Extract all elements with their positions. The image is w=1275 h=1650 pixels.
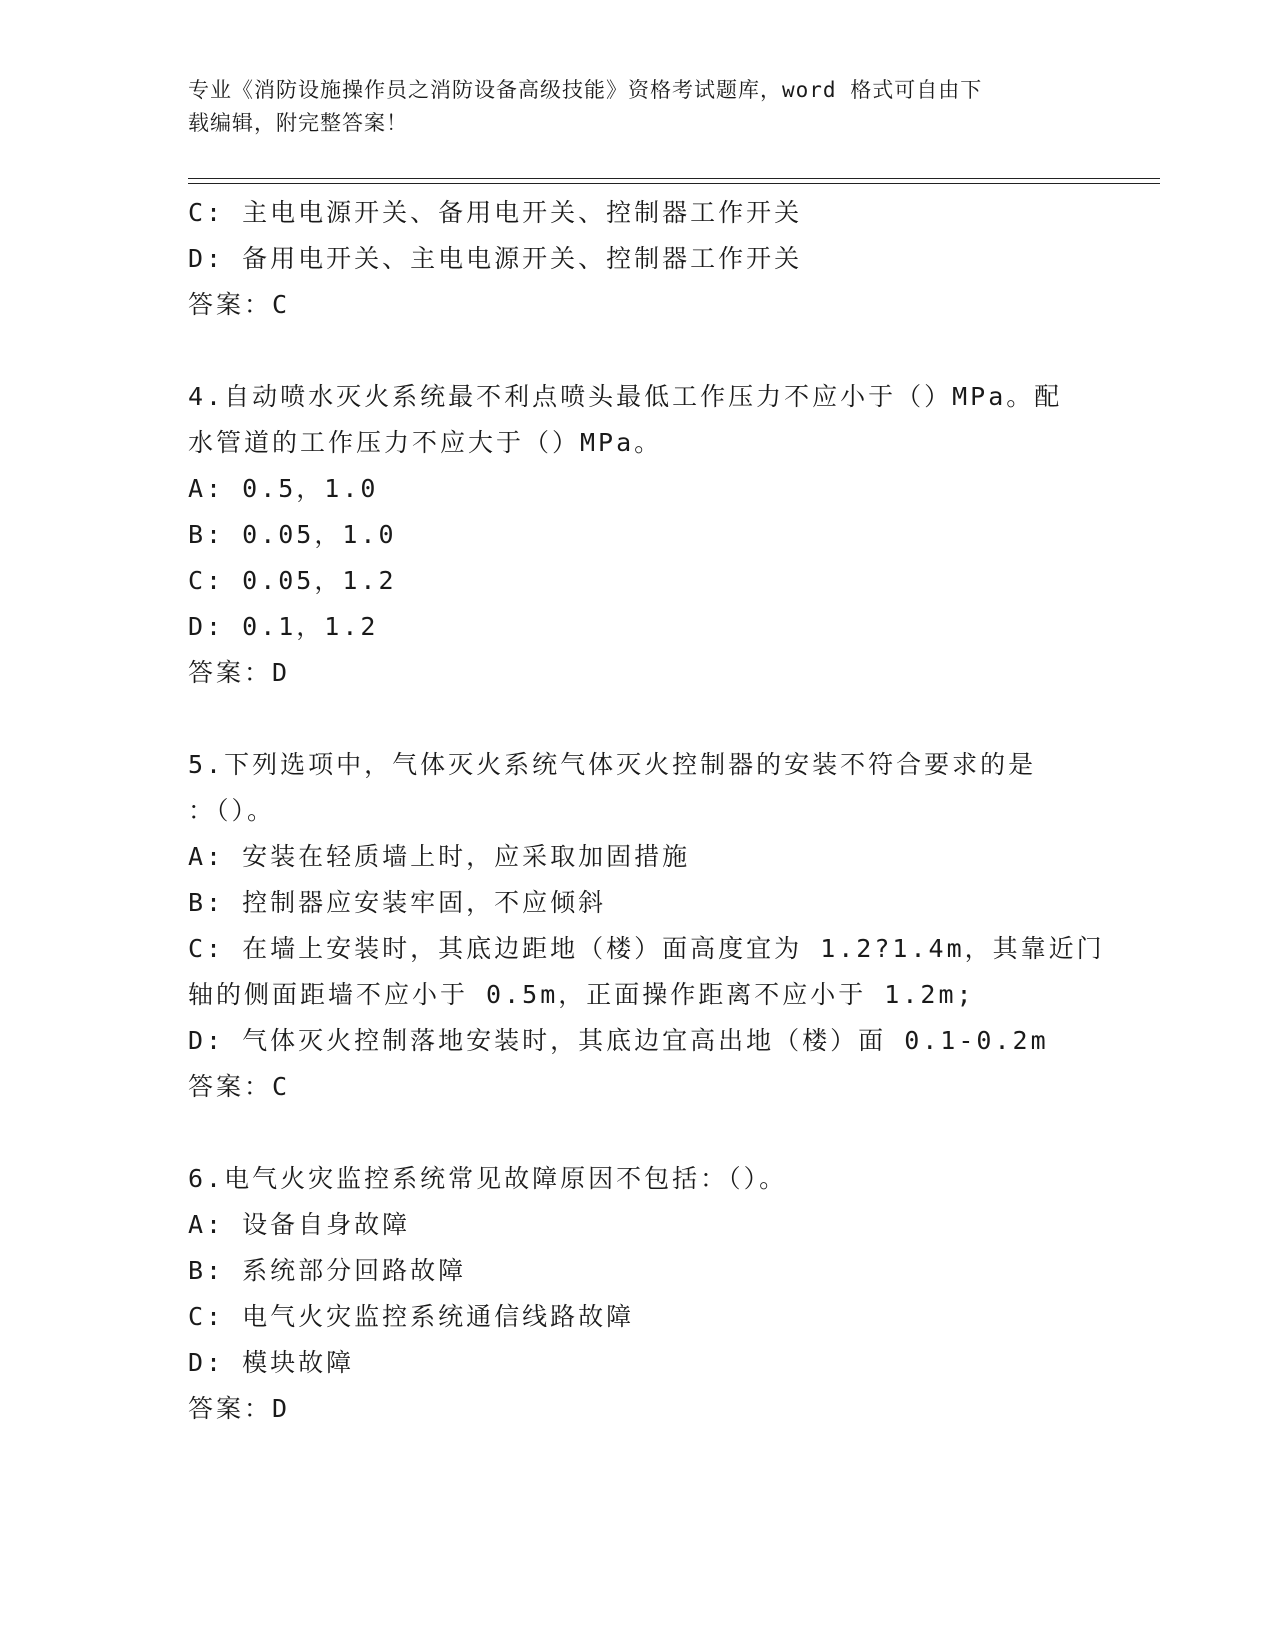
option-a: A: 0.5，1.0 <box>188 474 379 503</box>
question-3 <box>188 190 1088 328</box>
option-b: B: 0.05，1.0 <box>188 520 397 549</box>
spacer <box>188 328 1088 374</box>
option-c: C: 电气火灾监控系统通信线路故障 <box>188 1302 635 1331</box>
question-stem: 4.自动喷水灭火系统最不利点喷头最低工作压力不应小于（）MPa。配 <box>188 382 1063 411</box>
question-stem-continued: 水管道的工作压力不应大于（）MPa。 <box>188 428 663 457</box>
answer: 答案：C <box>188 290 291 319</box>
question-stem: 6.电气火灾监控系统常见故障原因不包括：（）。 <box>188 1164 788 1193</box>
document-header <box>188 74 1088 140</box>
option-d: D: 模块故障 <box>188 1348 355 1377</box>
option-d: D: 0.1，1.2 <box>188 612 379 641</box>
question-6 <box>188 1156 1088 1432</box>
option-d: D: 气体灭火控制落地安装时，其底边宜高出地（楼）面 0.1-0.2m <box>188 1026 1049 1055</box>
spacer <box>188 1110 1088 1156</box>
question-stem-continued: ：（）。 <box>188 796 276 825</box>
header-line-1: 专业《消防设施操作员之消防设备高级技能》资格考试题库，word 格式可自由下 <box>188 78 983 102</box>
option-c: C: 0.05，1.2 <box>188 566 397 595</box>
option-c: C: 主电电源开关、备用电开关、控制器工作开关 <box>188 198 803 227</box>
header-divider-top <box>188 178 1160 179</box>
answer: 答案：D <box>188 1394 291 1423</box>
option-a: A: 设备自身故障 <box>188 1210 411 1239</box>
question-4 <box>188 374 1088 696</box>
spacer <box>188 696 1088 742</box>
answer: 答案：C <box>188 1072 291 1101</box>
header-divider-bottom <box>188 183 1160 184</box>
answer: 答案：D <box>188 658 291 687</box>
question-list <box>188 190 1105 1432</box>
option-b: B: 控制器应安装牢固，不应倾斜 <box>188 888 607 917</box>
option-c-continued: 轴的侧面距墙不应小于 0.5m，正面操作距离不应小于 1.2m; <box>188 980 975 1009</box>
option-d: D: 备用电开关、主电电源开关、控制器工作开关 <box>188 244 803 273</box>
question-stem: 5.下列选项中，气体灭火系统气体灭火控制器的安装不符合要求的是 <box>188 750 1037 779</box>
header-line-2: 载编辑，附完整答案！ <box>188 111 408 135</box>
option-a: A: 安装在轻质墙上时，应采取加固措施 <box>188 842 691 871</box>
option-b: B: 系统部分回路故障 <box>188 1256 467 1285</box>
option-c: C: 在墙上安装时，其底边距地（楼）面高度宜为 1.2?1.4m，其靠近门 <box>188 934 1105 963</box>
question-5 <box>188 742 1105 1110</box>
